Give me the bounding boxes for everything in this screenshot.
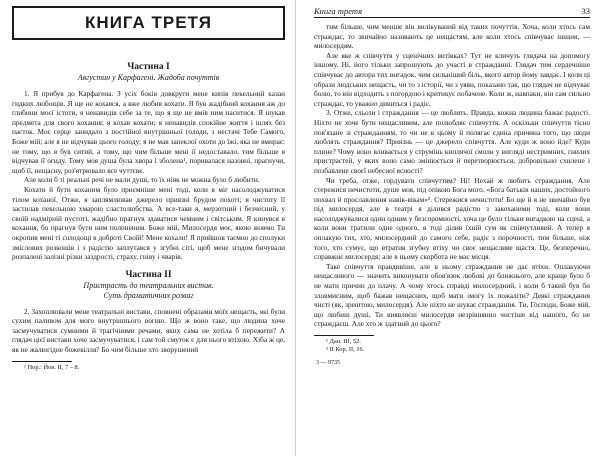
footnote: ² ІІ Кор. ІІ, 16. <box>326 346 365 353</box>
paragraph: Кохати й бути коханим було приємніше мені тоді, коли я міг насолоджуватися тілом коханої. Отже, я заплямлював джерело приязні брудом похоті; я чистоту її застилав пекельною хмарою слаcтолюбства. А все-таки я, мерзотний і безчесний, у своїй надмірній пустоті, жадібно прагнув здаватися чемним і світським. Я кинувся в кохання, бо прагнув бути ним полоненим. Боже мій, Милосердя моє, якою жовчю Ти окропив мені ті солодощі в доброті Своїй! Мене кохали! Я прийшов таємно до сполуки зміслових розкошів і з радістю заплутався у згубні сіті, щоб мене згодом бичували розпалені залізні різки заздрості, страху, гніву і чварів. <box>12 184 285 262</box>
paragraph: Таке співчуття правдивіше, але в ньому страждання не дає втіхи. Оплакуючи нещасливого — значить виконувати обов'язок любові до ближнього, але краще було б не мати причин до плачу. А чому хтось справді милосердний, і коли б такий був би зловмисним, щоб бажав нещасних, щоб мати змогу їх пожаліти? Деякі страждання чисті (як, зрештою, милосердя). Але ніхто не шукає страждання. Ти, Господи, Боже мій, що любиш душі, Ти виявляєш милосердя незрівнянно чистіше від нашого, бо не страждаєш. Але хто ж здатний до цього? <box>314 261 590 329</box>
part2-subtitle-line2: Суть драматичних розваг <box>103 290 194 300</box>
paragraph: 2. Захоплювали мене театральні вистави, сповнені образами моїх нещасть, які були сухим паливом для мого внутрішнього вогню. Що ж воно таке, що людина хоче засмучуватися сумними й трагічними речами, яких сама не хотіла б пережити? А глядач цієї вистави хоче засмучуватися, і сам той смуток є для нього втіхою. Хіба ж це, як не жалюгідне божевілля? Бо чим більше хто зворушений <box>12 306 285 355</box>
paragraph: 3. Отже, сльози і страждання — це люблять. Правда, кожна людина бажає радості. Ніхто не хоче бути нещасливим, але полюбляє співчуття. А оскільки співчуття тісно пов'язане зі стражданням, то чи не в цьому й полягає єдина причина того, що люди люблять страждання? Приязнь — це джерело співчуття. Але куди ж воно йде? Куди плине? Чому воно вливається у струмінь киплячої смоли у вигляді нестримних, гнилих пристрастей, у яких воно само змінюється й перетворюється, добровільно схилене і позбавлене своєї небесної ясності? <box>314 108 590 175</box>
chapter-title: КНИГА ТРЕТЯ <box>12 6 285 40</box>
page-number: 33 <box>581 6 590 16</box>
paragraph: Чи треба, отже, гордувати співчуттям? Ні! Нехай ж любить страждання. Але стережися нечистоти, душе моя, під опікою Бога мого. «Бога батьків наших, достойного похвал й прославлення навік-вікам»². Стережися нечистоти! Бо ще й я не звичайно був під милосердя, але в театрі я ділився радістю з закоханими тоді, коли вони насолоджувалися один одним у безсоромності, хоча це було тільки вигадкою на сцені, а коли вони тратили одне одного, я тоді ділив їхній сум як співчутливий. А тепер я оплакую тих, хто, милосердний до самого себе, радіє з порочності, тим більше, ніж того, хто сумує, що втратив згубну втіху чи своє нещасливе щастя. Це, безперечно, справжнє милосердя; але в ньому скорбота не має місця. <box>314 175 590 262</box>
paragraph: Але коли б ті реальні речі не мали душі, то їх ніяк не можна було б любити. <box>24 175 260 185</box>
paragraph: тим більше, чим менше він вилікуваний від таких почуттів. Хоча, коли хтось сам страждає, то звичайно називають це нещастям, але коли хтось співчуває іншим, — милосердям. <box>314 22 590 51</box>
footnote: ¹ Пор.: Йов. ІІ, 7 – 8. <box>24 363 80 371</box>
footnote-rule <box>12 361 72 362</box>
printer-signature: 3 — 9735 <box>316 360 340 366</box>
part1-subtitle: Августин у Карфагені. Жадоба почуттів <box>77 73 220 82</box>
running-head <box>314 6 590 18</box>
running-title: Книга третя <box>314 6 363 16</box>
footnote-rule <box>314 335 374 336</box>
part2-subtitle <box>12 281 285 301</box>
left-page <box>0 0 296 456</box>
paragraph: Але яке ж співчуття у сценічних витівках? Тут не кличуть глядача на допомогу іншому. Ні, його тільки запрошують до участі в стражданні. Глядач тим сердечніше співчуває до автора тих вигадок, чим сильніший біль, якого автор йому завдає. І коли ці образи людських нещасть, чи то з історії, чи з уяви, показано так, що глядач не відчуває болю, то він відходить з погордою і критикує побачене. Коли ж, навпаки, він сам сильно страждає, то уважно дивиться і радіє. <box>314 50 590 108</box>
part1-title: Частина І <box>127 62 170 72</box>
right-page <box>304 0 600 456</box>
footnote: ¹ Дан. ІІІ, 52. <box>326 338 361 345</box>
paragraph: 1. Я прибув до Карфагена. З усіх боків довкруги мене кипів пекельний казан гидких любощів. Я ще не кохався, а вже любив кохати. Я був жадібний кохання аж до глибини моєї істоти, я ненавидів себе за те, що я ще не вмів ним наситися. Я шукав предмета для свого кохання; я кохав кохати; я ненавидів спокійне життя і шлях без пасток. Моє серце занидало з постійної внутрішньої голоди, з нестачі Тебе Самого, Боже мій; але я не відчував цього голоду; я не мав запеклої охоти до їжі, яка не вмирає: не тому, що я був ситий, а тому, що чим більше мені її недоставало, тим більше я відчував її огиду. Тому моя душа була хвора і зболена¹, поривалася назовні, прагнучи, щоб її, нещасну, роз'ятрювало все чуттєве. <box>12 89 285 175</box>
part2-title: Частина ІІ <box>125 269 172 280</box>
part2-subtitle-line1: Пристрасть до театральних вистав. <box>83 280 214 290</box>
